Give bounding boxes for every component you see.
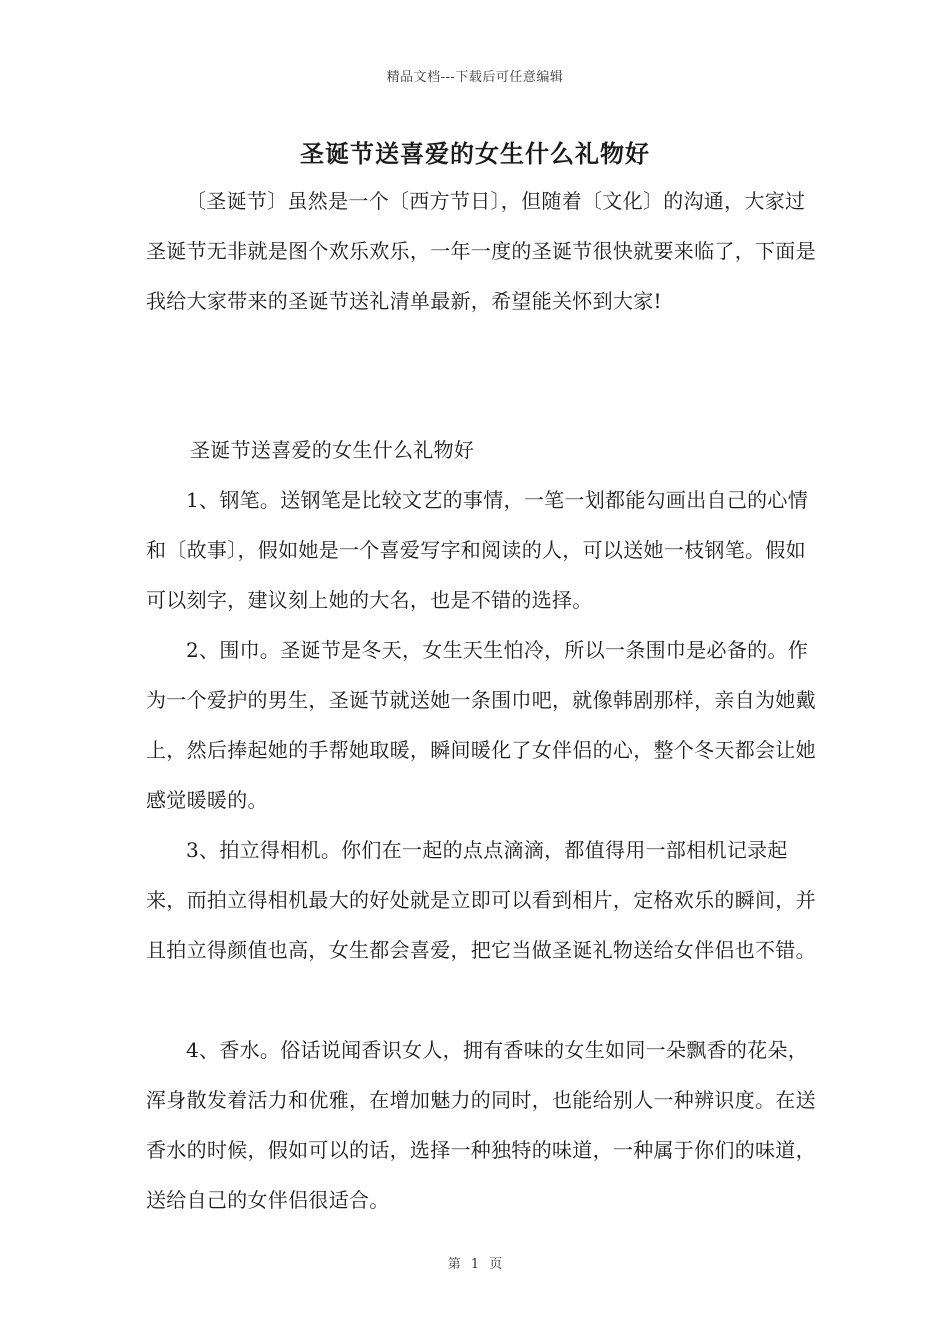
gift-item-instant-camera: 3、拍立得相机。你们在一起的点点滴滴，都值得用一部相机记录起来，而拍立得相机最大的好处就是立即可以看到相片，定格欢乐的瞬间，并且拍立得颜值也高，女生都会喜爱，把它当做圣诞礼物送给女伴侣也不错。 xyxy=(146,838,816,962)
gift-item-scarf: 2、围巾。圣诞节是冬天，女生天生怕冷，所以一条围巾是必备的。作为一个爱护的男生，圣诞节就送她一条围巾吧，就像韩剧那样，亲自为她戴上，然后捧起她的手帮她取暖，瞬间暖化了女伴侣的心，整个冬天都会让她感觉暖暖的。 xyxy=(146,638,816,812)
section-subtitle: 圣诞节送喜爱的女生什么礼物好 xyxy=(190,438,475,462)
page-number: 1 xyxy=(470,1257,480,1272)
page-footer xyxy=(0,1253,950,1272)
document-title: 圣诞节送喜爱的女生什么礼物好 xyxy=(300,139,650,168)
page-label-prefix: 第 xyxy=(447,1257,461,1272)
intro-paragraph: 〔圣诞节〕虽然是一个〔西方节日〕，但随着〔文化〕的沟通，大家过圣诞节无非就是图个欢乐欢乐，一年一度的圣诞节很快就要来临了，下面是我给大家带来的圣诞节送礼清单最新，希望能关怀到大家! xyxy=(146,189,816,313)
gift-item-pen: 1、钢笔。送钢笔是比较文艺的事情，一笔一划都能勾画出自己的心情和〔故事〕，假如她是一个喜爱写字和阅读的人，可以送她一枝钢笔。假如可以刻字，建议刻上她的大名，也是不错的选择。 xyxy=(146,488,809,612)
header-note: 精品文档---下载后可任意编辑 xyxy=(386,70,564,85)
page-label-suffix: 页 xyxy=(489,1257,503,1272)
gift-item-perfume: 4、香水。俗话说闻香识女人，拥有香味的女生如同一朵飘香的花朵，浑身散发着活力和优雅，在增加魅力的同时，也能给别人一种辨识度。在送香水的时候，假如可以的话，选择一种独特的味道，一种属于你们的味道，送给自己的女伴侣很适合。 xyxy=(146,1038,816,1212)
